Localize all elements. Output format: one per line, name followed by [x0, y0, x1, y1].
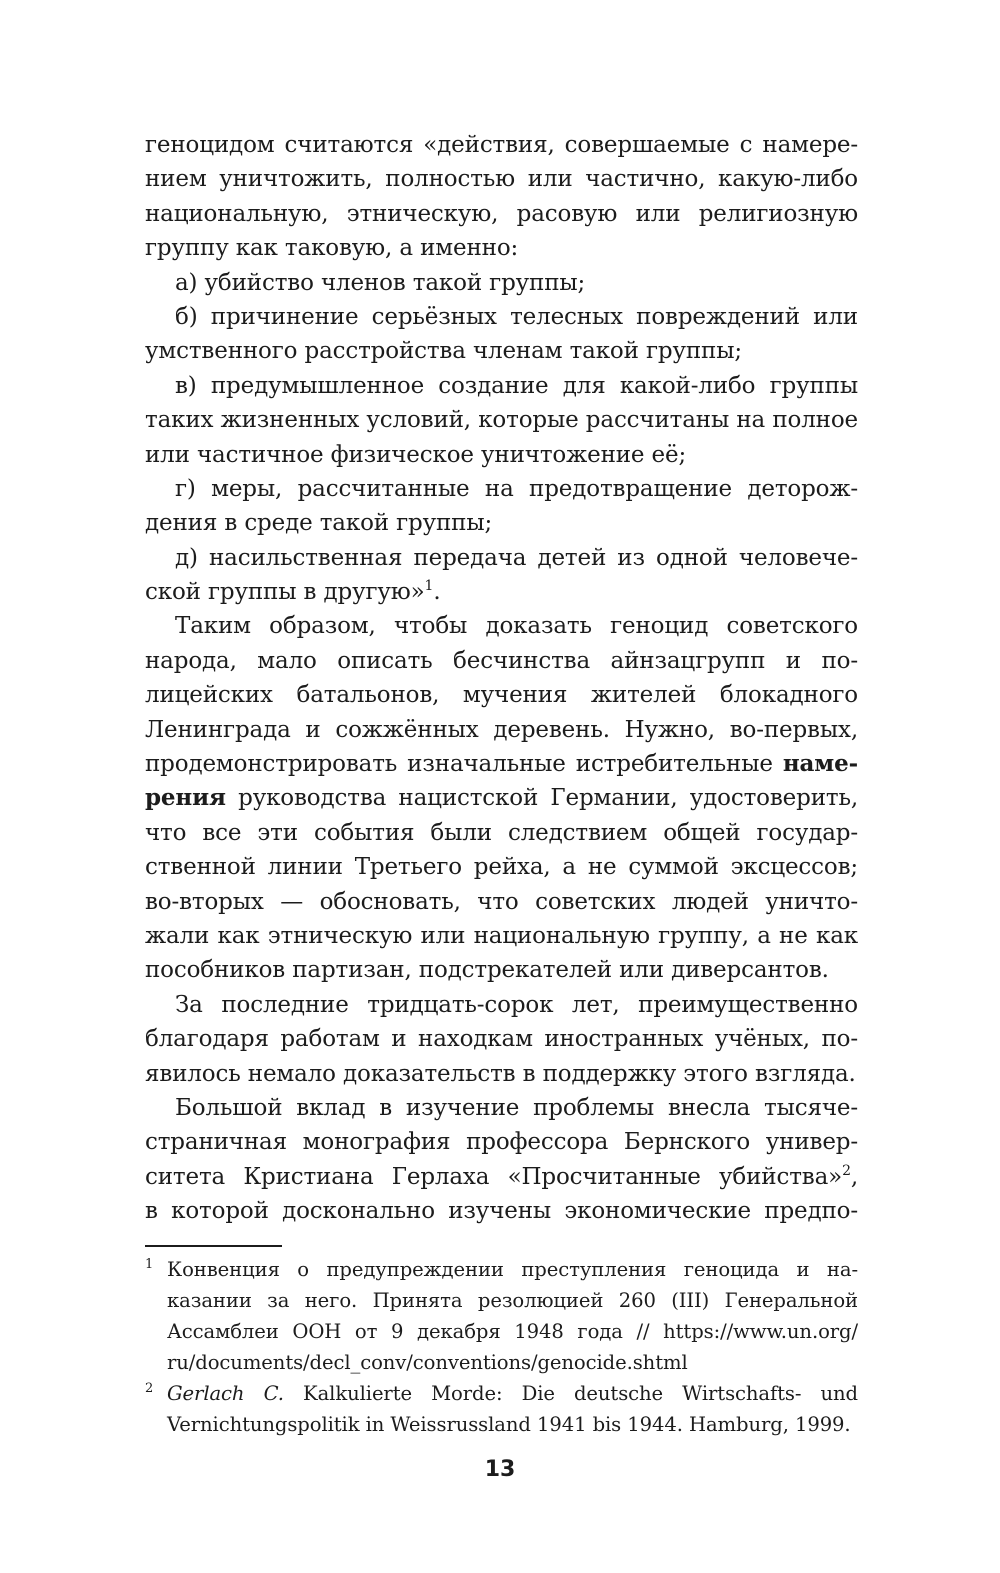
text-fragment: .	[433, 579, 441, 606]
footnote-number: 2	[145, 1381, 154, 1396]
paragraph-proof-requirements	[145, 609, 858, 987]
footnote-divider	[145, 1245, 282, 1247]
footnotes	[145, 1254, 858, 1440]
paragraph-genocide-definition	[145, 128, 858, 266]
text-line: таких жизненных условий, которые рассчитаны на полное	[145, 407, 858, 434]
text-line: Ленинграда и сожжённых деревень. Нужно, во-первых,	[145, 716, 858, 743]
footnote-ref-1[interactable]: 1	[424, 578, 434, 595]
text-line: в) предумышленное создание для какой-либо группы	[175, 372, 858, 399]
text-line: Большой вклад в изучение проблемы внесла тысяче-	[175, 1094, 858, 1121]
footnote-line: Ассамблеи ООН от 9 декабря 1948 года // https://www.un.org/	[167, 1320, 858, 1343]
text-fragment: ской группы в другую»	[145, 579, 425, 606]
bold-term: наме-	[782, 750, 858, 778]
footnote-ref-2[interactable]: 2	[842, 1162, 851, 1179]
text-line: нием уничтожить, полностью или частично, какую-либо	[145, 166, 858, 193]
text-line: группу как таковую, а именно:	[145, 235, 519, 262]
paragraph-recent-evidence	[145, 988, 858, 1091]
footnote-line: казании за него. Принята резолюцией 260 (III) Генеральной	[167, 1289, 858, 1312]
paragraph-gerlach-monograph	[145, 1091, 858, 1229]
footnote-line	[167, 1378, 858, 1409]
text-fragment: продемонстрировать изначальные истребительные	[145, 751, 783, 778]
text-line: дения в среде такой группы;	[145, 510, 493, 537]
text-fragment: руководства нацистской Германии, удостоверить,	[225, 785, 858, 812]
footnote-line: Vernichtungspolitik in Weissrussland 1941 bis 1944. Hamburg, 1999.	[167, 1413, 851, 1436]
text-line: д) насильственная передача детей из одной человече-	[175, 544, 858, 571]
text-line: жали как этническую или национальную группу, а не как	[145, 922, 858, 949]
text-line: За последние тридцать-сорок лет, преимущественно	[175, 991, 858, 1018]
text-line: страничная монография профессора Бернского универ-	[145, 1129, 858, 1156]
text-line: а) убийство членов такой группы;	[175, 269, 586, 296]
list-item-a	[145, 266, 858, 300]
page-number: 13	[484, 1457, 516, 1482]
text-line	[145, 747, 858, 781]
text-line: благодаря работам и находкам иностранных учёных, по-	[145, 1026, 858, 1053]
footnote-line: Конвенция о предупреждении преступления геноцида и на-	[167, 1258, 858, 1281]
footnote-2	[145, 1378, 858, 1440]
text-line	[145, 575, 858, 609]
text-line: геноцидом считаются «действия, совершаемые с намере-	[145, 132, 858, 158]
text-fragment: ,	[850, 1163, 858, 1190]
text-line: явилось немало доказательств в поддержку этого взгляда.	[145, 1060, 856, 1087]
text-line: что все эти события были следствием общей государ-	[145, 819, 858, 846]
text-line: или частичное физическое уничтожение её;	[145, 441, 687, 468]
text-line: национальную, этническую, расовую или религиозную	[145, 200, 858, 227]
footnote-link-line[interactable]: ru/documents/decl_conv/conventions/genocide.shtml	[167, 1351, 688, 1374]
main-text	[145, 128, 858, 1229]
text-line: ственной линии Третьего рейха, а не суммой эксцессов;	[145, 854, 858, 881]
text-line	[145, 1160, 858, 1194]
footnote-1	[145, 1254, 858, 1378]
text-line: народа, мало описать бесчинства айнзацгрупп и по-	[145, 647, 858, 674]
bold-term: рения	[145, 784, 226, 812]
text-line: пособников партизан, подстрекателей или диверсантов.	[145, 957, 829, 984]
text-line: б) причинение серьёзных телесных повреждений или	[175, 303, 858, 330]
text-line	[145, 781, 858, 815]
list-item-d	[145, 541, 858, 610]
text-line: Таким образом, чтобы доказать геноцид советского	[175, 613, 858, 640]
text-line: лицейских батальонов, мучения жителей блокадного	[145, 682, 858, 709]
list-item-g	[145, 472, 858, 541]
text-fragment: Kalkulierte Morde: Die deutsche Wirtschafts- und	[283, 1382, 859, 1405]
text-line: в которой досконально изучены экономические предпо-	[145, 1198, 858, 1225]
text-line: во-вторых — обосновать, что советских людей уничто-	[145, 888, 858, 915]
text-line: г) меры, рассчитанные на предотвращение деторож-	[175, 475, 858, 502]
footnote-author: Gerlach C.	[167, 1382, 284, 1405]
footnote-number: 1	[145, 1257, 154, 1272]
text-fragment: ситета Кристиана Герлаха «Просчитанные убийства»	[145, 1163, 843, 1190]
list-item-b	[145, 300, 858, 369]
list-item-v	[145, 369, 858, 472]
text-line: умственного расстройства членам такой группы;	[145, 338, 742, 365]
